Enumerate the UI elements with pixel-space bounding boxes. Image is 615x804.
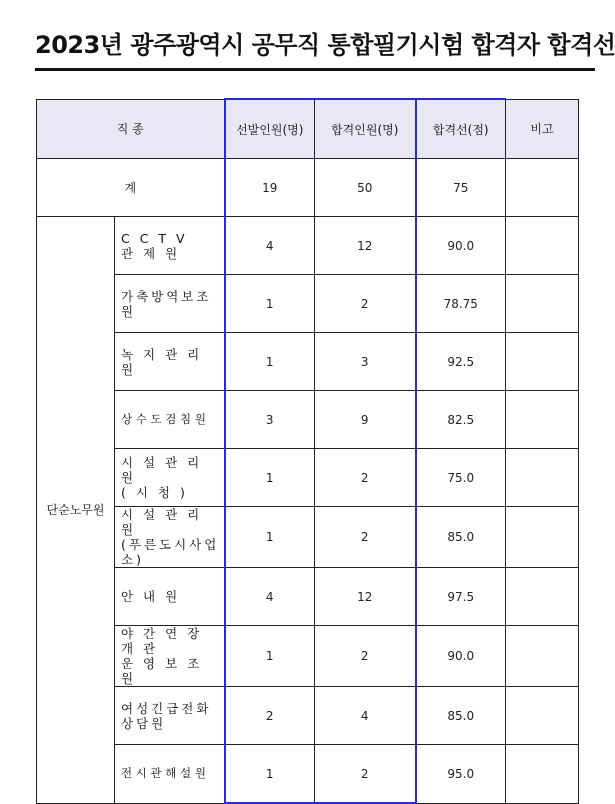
cutoff-cell: 85.0	[416, 687, 506, 745]
passed-cell: 9	[315, 391, 416, 449]
cutoff-cell: 82.5	[416, 391, 506, 449]
job-name-cell: 여성긴급전화상담원	[115, 687, 225, 745]
table-row	[37, 687, 579, 745]
note-cell	[506, 507, 579, 568]
results-table	[36, 98, 579, 804]
total-note	[506, 159, 579, 217]
selected-cell: 3	[225, 391, 315, 449]
selected-cell: 1	[225, 745, 315, 804]
selected-cell: 1	[225, 626, 315, 687]
table-row	[37, 745, 579, 804]
passed-cell: 2	[315, 507, 416, 568]
passed-cell: 2	[315, 626, 416, 687]
header-passed: 합격인원(명)	[315, 99, 416, 159]
selected-cell: 1	[225, 449, 315, 507]
total-row	[37, 159, 579, 217]
job-name-cell: 전 시 관 해 설 원	[115, 745, 225, 804]
category-cell: 단순노무원	[37, 217, 115, 804]
total-passed: 50	[315, 159, 416, 217]
note-cell	[506, 217, 579, 275]
selected-cell: 1	[225, 507, 315, 568]
table-row	[37, 507, 579, 568]
passed-cell: 2	[315, 449, 416, 507]
cutoff-cell: 90.0	[416, 217, 506, 275]
cutoff-cell: 95.0	[416, 745, 506, 804]
note-cell	[506, 687, 579, 745]
selected-cell: 4	[225, 568, 315, 626]
job-name-cell: 시 설 관 리 원 (푸른도시사업소)	[115, 507, 225, 568]
table-row	[37, 568, 579, 626]
header-job: 직 종	[37, 99, 225, 159]
table-row	[37, 217, 579, 275]
selected-cell: 1	[225, 275, 315, 333]
job-name-cell: 안 내 원	[115, 568, 225, 626]
job-name-cell: 야 간 연 장 개 관 운 영 보 조 원	[115, 626, 225, 687]
note-cell	[506, 626, 579, 687]
note-cell	[506, 333, 579, 391]
header-cutoff: 합격선(점)	[416, 99, 506, 159]
total-selected: 19	[225, 159, 315, 217]
note-cell	[506, 449, 579, 507]
cutoff-cell: 78.75	[416, 275, 506, 333]
passed-cell: 12	[315, 568, 416, 626]
cutoff-cell: 75.0	[416, 449, 506, 507]
job-name-cell: 시 설 관 리 원 ( 시 청 )	[115, 449, 225, 507]
cutoff-cell: 97.5	[416, 568, 506, 626]
table-row	[37, 333, 579, 391]
selected-cell: 2	[225, 687, 315, 745]
total-label: 계	[37, 159, 225, 217]
passed-cell: 3	[315, 333, 416, 391]
job-name-cell: 녹 지 관 리 원	[115, 333, 225, 391]
cutoff-cell: 85.0	[416, 507, 506, 568]
table-row	[37, 626, 579, 687]
note-cell	[506, 568, 579, 626]
header-selected: 선발인원(명)	[225, 99, 315, 159]
note-cell	[506, 391, 579, 449]
job-name-cell: C C T V 관 제 원	[115, 217, 225, 275]
job-name-cell: 가축방역보조원	[115, 275, 225, 333]
table-row	[37, 449, 579, 507]
note-cell	[506, 275, 579, 333]
page-title: 2023년 광주광역시 공무직 통합필기시험 합격자 합격선	[35, 26, 595, 71]
header-row	[37, 99, 579, 159]
passed-cell: 2	[315, 745, 416, 804]
header-note: 비고	[506, 99, 579, 159]
selected-cell: 4	[225, 217, 315, 275]
selected-cell: 1	[225, 333, 315, 391]
note-cell	[506, 745, 579, 804]
passed-cell: 2	[315, 275, 416, 333]
total-cutoff: 75	[416, 159, 506, 217]
passed-cell: 4	[315, 687, 416, 745]
cutoff-cell: 92.5	[416, 333, 506, 391]
passed-cell: 12	[315, 217, 416, 275]
cutoff-cell: 90.0	[416, 626, 506, 687]
table-row	[37, 275, 579, 333]
job-name-cell: 상 수 도 검 침 원	[115, 391, 225, 449]
table-row	[37, 391, 579, 449]
